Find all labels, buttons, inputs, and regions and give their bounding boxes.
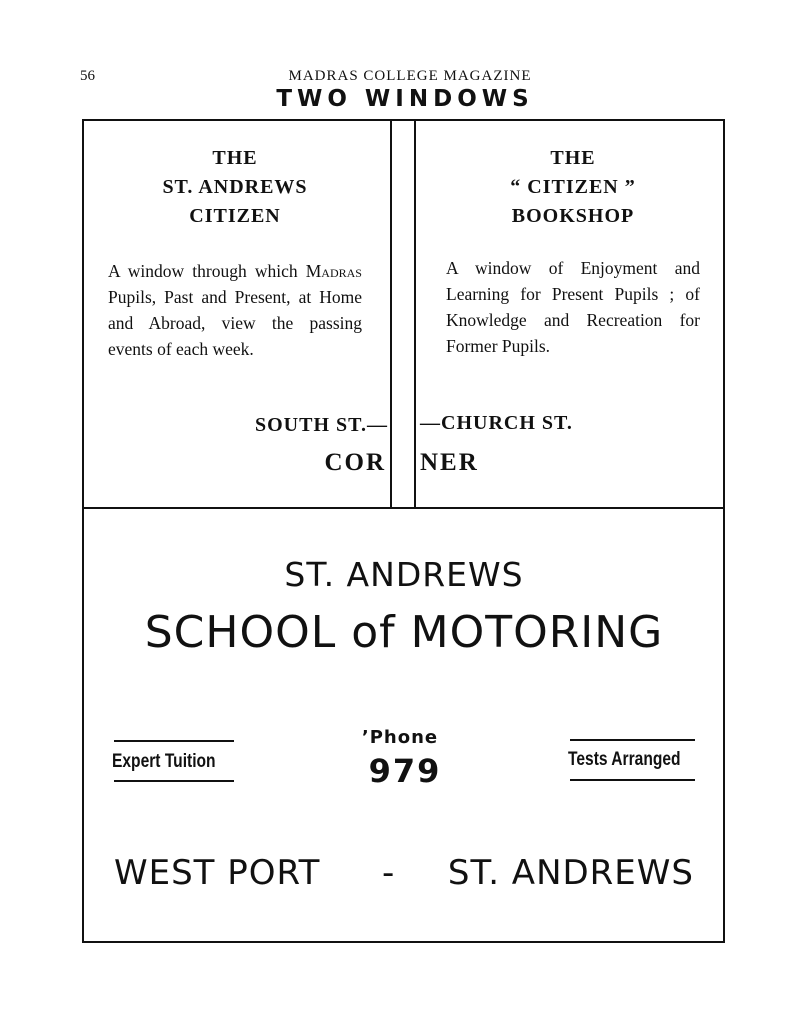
address-street: WEST PORT xyxy=(114,853,321,893)
frame-left-rule xyxy=(82,119,84,943)
frame-middle-rule xyxy=(82,507,725,509)
phone-number: 979 xyxy=(368,752,442,790)
left-street-name: SOUTH ST.— xyxy=(255,414,388,436)
right-street-name: —CHURCH ST. xyxy=(420,412,573,434)
frame-top-rule xyxy=(82,119,725,121)
right-window-body: A window of Enjoyment and Learning for Present Pupils ; of Knowledge and Recreation for Former Pupils. xyxy=(446,258,700,356)
window-divider-right xyxy=(414,121,416,507)
advert-business-name: SCHOOL of MOTORING xyxy=(144,607,664,658)
phone-label: ’Phone xyxy=(361,727,439,748)
running-head: MADRAS COLLEGE MAGAZINE xyxy=(288,68,532,84)
right-heading-line: THE xyxy=(550,147,596,169)
right-heading-line: BOOKSHOP xyxy=(511,205,635,227)
address-town: ST. ANDREWS xyxy=(447,853,694,893)
frame-right-rule xyxy=(723,119,725,943)
right-window-heading xyxy=(446,144,700,231)
left-body-rest: Pupils, Past and Present, at Home and Abroad, view the passing events of each week. xyxy=(108,287,362,359)
left-window-body xyxy=(108,258,362,362)
right-corner-fragment: NER xyxy=(420,449,479,476)
left-heading-line: CITIZEN xyxy=(189,205,281,227)
address-separator: - xyxy=(382,853,396,893)
window-divider-left xyxy=(390,121,392,507)
left-window-heading xyxy=(108,144,362,231)
frame-bottom-rule xyxy=(82,941,725,943)
page-title: TWO WINDOWS xyxy=(276,86,534,112)
page-number: 56 xyxy=(80,68,95,84)
left-body-intro: A window through which xyxy=(108,261,306,281)
left-body-smallcaps: Madras xyxy=(305,261,362,281)
advert-town: ST. ANDREWS xyxy=(284,555,524,594)
right-tag-bottom-rule xyxy=(570,779,695,781)
right-tag-top-rule xyxy=(570,739,695,741)
right-heading-line: “ CITIZEN ” xyxy=(510,176,636,198)
expert-tuition-tag: Expert Tuition xyxy=(112,751,216,772)
left-heading-line: ST. ANDREWS xyxy=(162,176,308,198)
tests-arranged-tag: Tests Arranged xyxy=(568,749,681,770)
left-corner-fragment: COR xyxy=(324,449,386,476)
left-heading-line: THE xyxy=(212,147,258,169)
